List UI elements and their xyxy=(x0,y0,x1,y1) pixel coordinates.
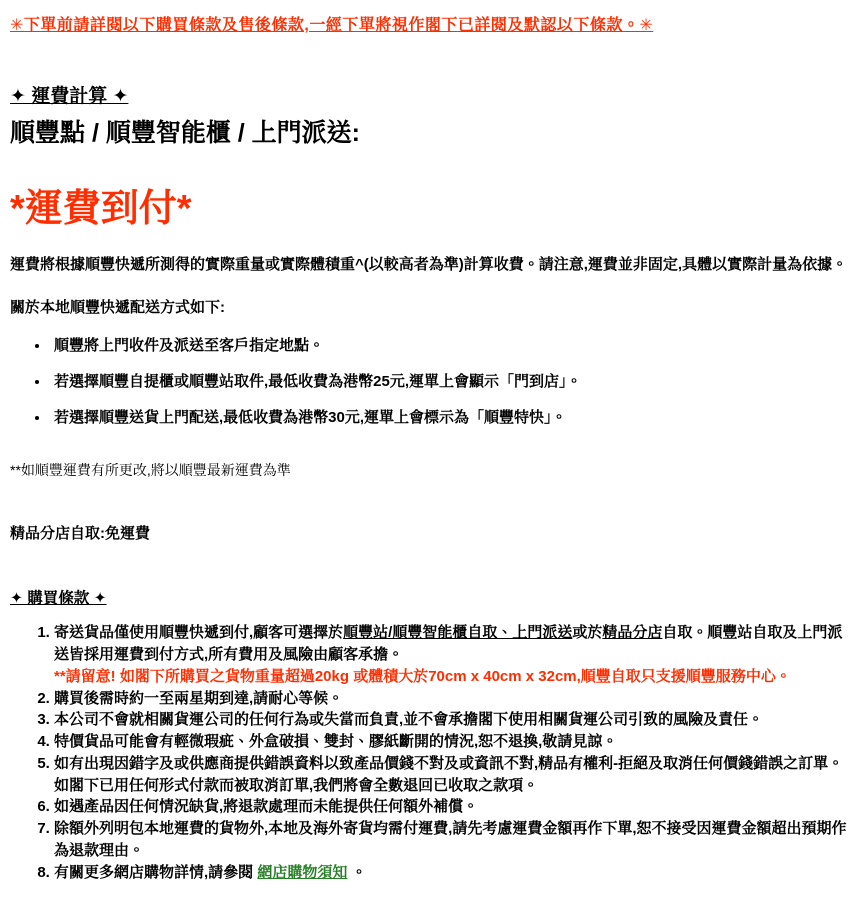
term1-underlined-store: 精品分店 xyxy=(602,624,663,642)
term1-text: 或於 xyxy=(572,624,603,642)
term8-text: 。 xyxy=(347,863,367,881)
purchase-terms-list xyxy=(10,622,849,883)
list-item-locker-station-fee: • 若選擇順豐自提櫃或順豐站取件,最低收費為港幣25元,運單上會顯示「門到店」。 xyxy=(50,371,849,392)
fee-change-note: **如順豐運費有所更改,將以順豐最新運費為準 xyxy=(10,461,291,478)
list-item-home-delivery-fee: • 若選擇順豐送貨上門配送,最低收費為港幣30元,運單上會標示為「順豐特快」。 xyxy=(50,407,849,428)
delivery-methods-subheading: 順豐點 / 順豐智能櫃 / 上門派送: xyxy=(10,119,361,147)
term-item-more-info xyxy=(54,862,849,884)
store-pickup-free-line: 精品分店自取:免運費 xyxy=(10,524,150,542)
term1-text: 自取。順豐站自取及上門派送皆採用運費到付方式,所有費用及風險由顧客承擔。 xyxy=(54,624,843,664)
term8-text: 有關更多網店購物詳情,請參閱 xyxy=(54,863,258,881)
fee-calculation-paragraph: 運費將根據順豐快遞所測得的實際重量或實際體積重^(以較高者為準)計算收費。請注意,運費並非固定,具體以實際計量為依據。 xyxy=(10,256,848,273)
purchase-terms-heading: ✦ 購買條款 ✦ xyxy=(10,590,107,608)
term-item-price-error: 5. 如有出現因錯字及或供應商提供錯誤資料以致產品價錢不對及或資訊不對,精品有權利-拒絕及取消任何價錢錯誤之訂單。如閣下已用任何形式付款而被取消訂單,我們將會全數退回已收取之款項。 xyxy=(54,753,849,797)
delivery-bullet-list xyxy=(10,335,849,428)
pre-order-notice: ✳下單前請詳閱以下購買條款及售後條款,一經下單將視作閣下已詳閱及默認以下條款。✳ xyxy=(10,17,654,34)
term-item-courier-liability: 3. 本公司不會就相關貨運公司的任何行為或失當而負責,並不會承擔閣下使用相關貨運公司引致的風險及責任。 xyxy=(54,709,849,731)
delivery-methods-intro: 關於本地順豐快遞配送方式如下: xyxy=(10,298,225,316)
freight-collect-highlight: *運費到付* xyxy=(10,188,192,230)
term-item-freight-refund: 7. 除額外列明包本地運費的貨物外,本地及海外寄貨均需付運費,請先考慮運費金額再作下單,恕不接受因運費金額超出預期作為退款理由。 xyxy=(54,818,849,862)
online-store-info-link[interactable]: 網店購物須知 xyxy=(257,863,348,881)
shipping-calc-heading: ✦ 運費計算 ✦ xyxy=(10,86,129,107)
list-item-pickup-delivery: • 順豐將上門收件及派送至客戶指定地點。 xyxy=(50,335,849,356)
term1-text: 寄送貨品僅使用順豐快遞到付,顧客可選擇於 xyxy=(54,624,344,642)
term-item-delivery-time: 2. 購買後需時約一至兩星期到達,請耐心等候。 xyxy=(54,688,849,710)
term-item-shipping-options xyxy=(54,622,849,687)
term1-underlined-methods: 順豐站/順豐智能櫃自取、上門派送 xyxy=(343,624,573,642)
term-item-out-of-stock: 6. 如遇產品因任何情況缺貨,將退款處理而未能提供任何額外補償。 xyxy=(54,796,849,818)
term-item-discounted-goods: 4. 特價貨品可能會有輕微瑕疵、外盒破損、雙封、膠紙斷開的情況,恕不退換,敬請見諒。 xyxy=(54,731,849,753)
size-weight-limit-warning: **請留意! 如閣下所購買之貨物重量超過20kg 或體積大於70cm x 40cm x 32cm,順豐自取只支援順豐服務中心。 xyxy=(54,667,791,685)
